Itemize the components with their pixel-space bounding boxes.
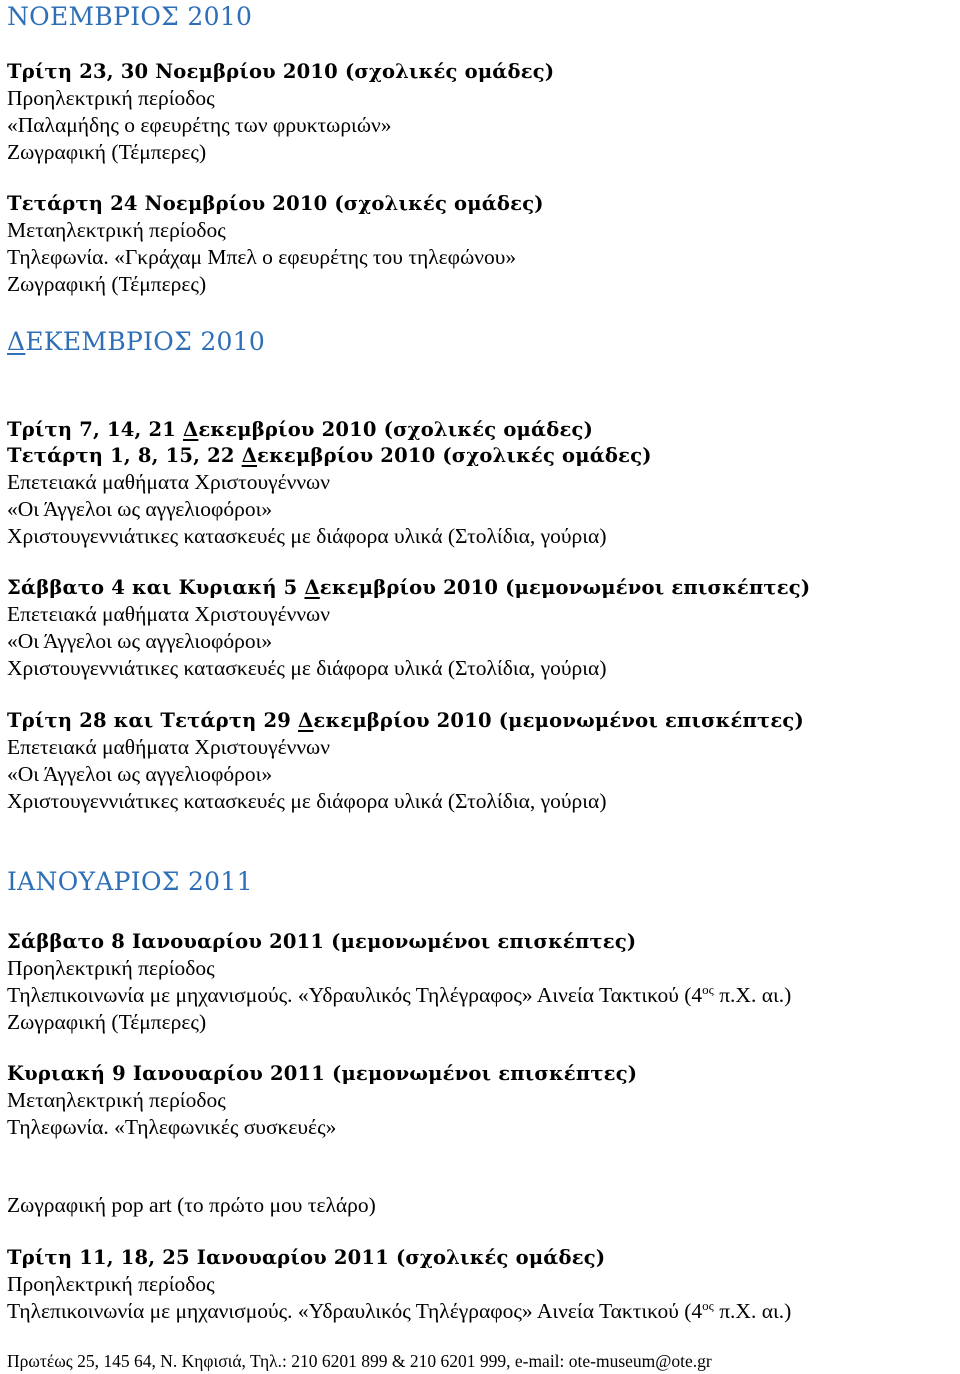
heading-underlined-letter: Δ <box>298 709 314 732</box>
heading-part: Τρίτη 28 και Τετάρτη 29 <box>7 709 299 732</box>
event-line <box>7 1299 791 1324</box>
event-line: Μεταηλεκτρική περίοδος <box>7 218 226 242</box>
heading-underlined-letter: Δ <box>241 444 258 467</box>
line-part: Τηλεπικοινωνία με μηχανισμούς. «Υδραυλικός Τηλέγραφος» Αινεία Τακτικού (4 <box>7 1299 703 1323</box>
month-heading-rest: ΕΚΕΜΒΡΙΟΣ 2010 <box>25 327 266 356</box>
event-line: Επετειακά μαθήματα Χριστουγέννων <box>7 470 330 494</box>
event-heading: Κυριακή 9 Ιανουαρίου 2011 (μεμονωμένοι επισκέπτες) <box>7 1062 638 1085</box>
event-line: «Οι Άγγελοι ως αγγελιοφόροι» <box>7 629 273 653</box>
event-line: «Οι Άγγελοι ως αγγελιοφόροι» <box>7 497 273 521</box>
event-line: Προηλεκτρική περίοδος <box>7 956 215 980</box>
event-line: Επετειακά μαθήματα Χριστουγέννων <box>7 602 330 626</box>
month-heading-january: ΙΑΝΟΥΑΡΙΟΣ 2011 <box>7 867 253 896</box>
event-heading: Τρίτη 11, 18, 25 Ιανουαρίου 2011 (σχολικές ομάδες) <box>7 1246 606 1269</box>
heading-underlined-letter: Δ <box>183 418 199 441</box>
event-line: Μεταηλεκτρική περίοδος <box>7 1088 226 1112</box>
heading-part: εκεμβρίου 2010 (σχολικές ομάδες) <box>257 444 652 467</box>
event-line: Ζωγραφική (Τέμπερες) <box>7 272 207 296</box>
line-part: π.Χ. αι.) <box>713 1299 792 1323</box>
event-line: «Οι Άγγελοι ως αγγελιοφόροι» <box>7 762 273 786</box>
heading-part: Τετάρτη 1, 8, 15, 22 <box>7 444 242 467</box>
event-line: Τηλεφωνία. «Γκράχαμ Μπελ ο εφευρέτης του τηλεφώνου» <box>7 245 517 269</box>
event-line: Επετειακά μαθήματα Χριστουγέννων <box>7 735 330 759</box>
heading-part: Σάββατο 4 και Κυριακή 5 <box>7 576 305 599</box>
heading-part: εκεμβρίου 2010 (μεμονωμένοι επισκέπτες) <box>313 709 804 732</box>
event-line <box>7 983 791 1008</box>
event-heading: Σάββατο 8 Ιανουαρίου 2011 (μεμονωμένοι επισκέπτες) <box>7 930 637 953</box>
event-line: Χριστουγεννιάτικες κατασκευές με διάφορα υλικά (Στολίδια, γούρια) <box>7 789 607 813</box>
event-heading <box>7 444 652 467</box>
event-line: Χριστουγεννιάτικες κατασκευές με διάφορα υλικά (Στολίδια, γούρια) <box>7 524 607 548</box>
event-line: Χριστουγεννιάτικες κατασκευές με διάφορα υλικά (Στολίδια, γούρια) <box>7 656 607 680</box>
event-line: Τηλεφωνία. «Τηλεφωνικές συσκευές» <box>7 1115 337 1139</box>
event-heading <box>7 576 810 599</box>
ordinal-superscript: ος <box>702 981 714 997</box>
event-line: «Παλαμήδης ο εφευρέτης των φρυκτωριών» <box>7 113 392 137</box>
event-line: Ζωγραφική (Τέμπερες) <box>7 140 207 164</box>
event-heading <box>7 418 593 441</box>
event-line: Προηλεκτρική περίοδος <box>7 1272 215 1296</box>
month-heading-november: ΝΟΕΜΒΡΙΟΣ 2010 <box>7 2 253 31</box>
footer-contact: Πρωτέως 25, 145 64, Ν. Κηφισιά, Τηλ.: 210 6201 899 & 210 6201 999, e-mail: ote-museum@ote.gr <box>7 1351 712 1371</box>
event-heading: Τρίτη 23, 30 Νοεμβρίου 2010 (σχολικές ομάδες) <box>7 60 555 83</box>
event-heading: Τετάρτη 24 Νοεμβρίου 2010 (σχολικές ομάδες) <box>7 192 544 215</box>
heading-part: εκεμβρίου 2010 (σχολικές ομάδες) <box>198 418 594 441</box>
heading-part: εκεμβρίου 2010 (μεμονωμένοι επισκέπτες) <box>319 576 811 599</box>
line-part: Τηλεπικοινωνία με μηχανισμούς. «Υδραυλικός Τηλέγραφος» Αινεία Τακτικού (4 <box>7 983 703 1007</box>
month-heading-initial: Δ <box>7 327 26 356</box>
line-part: π.Χ. αι.) <box>713 983 792 1007</box>
event-heading <box>7 709 804 732</box>
month-heading-december <box>7 327 265 356</box>
event-line: Προηλεκτρική περίοδος <box>7 86 215 110</box>
event-line: Ζωγραφική pop art (το πρώτο μου τελάρο) <box>7 1193 376 1217</box>
heading-underlined-letter: Δ <box>304 576 320 599</box>
event-line: Ζωγραφική (Τέμπερες) <box>7 1010 207 1034</box>
heading-part: Τρίτη 7, 14, 21 <box>7 418 183 441</box>
ordinal-superscript: ος <box>702 1297 714 1313</box>
